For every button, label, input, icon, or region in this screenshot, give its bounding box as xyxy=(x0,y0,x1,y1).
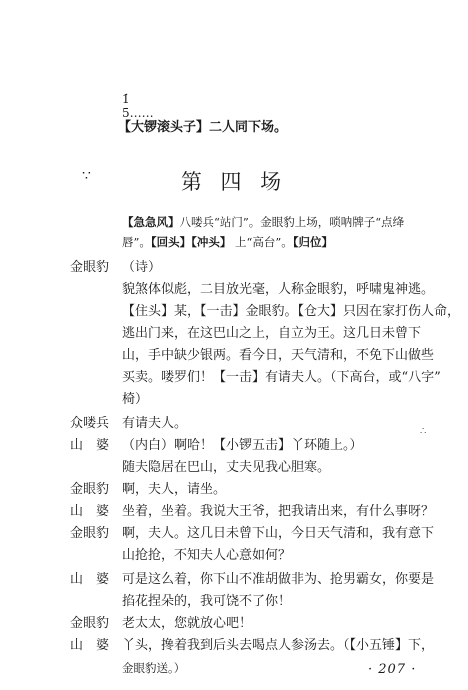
dialogue-line: 坐着，坐着。我说大王爷，把我请出来，有什么事呀？ xyxy=(122,504,435,519)
notation-bottom: 5…… xyxy=(122,106,154,120)
exit-direction-text: 【大锣滚头子】二人同下场。 xyxy=(118,120,288,135)
cue-huitou-chongtou: 【回头】【冲头】 xyxy=(150,235,232,249)
dialogue-line: 有请夫人。 xyxy=(122,416,188,431)
speaker-label: 山 婆 xyxy=(70,504,110,519)
speaker-label: 金眼豹 xyxy=(70,616,110,631)
dialogue-line: 老太太，您就放心吧！ xyxy=(122,616,253,631)
dialogue-line: 可是这么着，你下山不准胡做非为、抢男霸女，你要是 xyxy=(122,572,435,587)
dialogue-line: （内白）啊哈！【小锣五击】丫环随上。） xyxy=(122,438,363,453)
speaker-label: 众喽兵 xyxy=(70,416,110,431)
cue-jijifeng: 【急急风】 xyxy=(122,215,180,229)
stage-direction-line-2 xyxy=(122,232,333,252)
speaker-label: 山 婆 xyxy=(70,438,110,453)
dialogue-line: 椅） xyxy=(122,392,149,407)
notation-top: 1̇ xyxy=(122,92,130,106)
stage-direction-text-1: 八喽兵“站门”。金眼豹上场，唢呐牌子“点绛 xyxy=(179,215,405,229)
dialogue-line: 随夫隐居在巴山，丈夫见我心胆寒。 xyxy=(122,460,331,475)
scene-mark: ∵ xyxy=(82,168,91,184)
dialogue-line: 山抢抢，不知夫人心意如何？ xyxy=(122,548,292,563)
speaker-label: 山 婆 xyxy=(70,572,110,587)
dialogue-line: 丫头，搀着我到后头去喝点人参汤去。（【小五锤】下， xyxy=(122,638,435,653)
dialogue-line: 山，手中缺少银两。看今日，天气清和，不免下山做些 xyxy=(122,348,435,363)
speaker-label: 山 婆 xyxy=(70,638,110,653)
speaker-label: 金眼豹 xyxy=(70,526,110,541)
page-number: · 207 · xyxy=(368,662,417,677)
exit-direction xyxy=(118,118,287,138)
dialogue-line: 啊，夫人。这几日未曾下山，今日天气清和，我有意下 xyxy=(122,526,435,541)
dialogue-line: 貌煞体似彪，二目放光毫，人称金眼豹，呼啸鬼神逃。 xyxy=(122,282,435,297)
speaker-label: 金眼豹 xyxy=(70,482,110,497)
stage-direction-text-2a: 唇”。 xyxy=(122,235,151,249)
dialogue-line: 金眼豹送。） xyxy=(122,661,186,675)
margin-mark: ∴ xyxy=(420,426,427,437)
dialogue-line: 掐花捏朵的，我可饶不了你！ xyxy=(122,594,292,609)
dialogue-line: 买卖。喽罗们！【一击】有请夫人。（下高台，或“八字” xyxy=(122,370,441,385)
speaker-label: 金眼豹 xyxy=(70,260,110,275)
music-notation xyxy=(122,92,154,120)
dialogue-line: 【住头】某，【一击】金眼豹。【仓大】只因在家打伤人命， xyxy=(122,304,461,319)
scene-title: 第 四 场 xyxy=(180,170,288,194)
dialogue-line: （诗） xyxy=(122,260,162,275)
dialogue-line: 啊，夫人，请坐。 xyxy=(122,482,227,497)
stage-direction-line-1 xyxy=(122,212,404,232)
cue-guiwei: 【归位】 xyxy=(292,235,334,249)
dialogue-line: 逃出门来，在这巴山之上，自立为王。这几日未曾下 xyxy=(122,326,422,341)
stage-direction-text-2c: 上“高台”。 xyxy=(231,235,293,249)
